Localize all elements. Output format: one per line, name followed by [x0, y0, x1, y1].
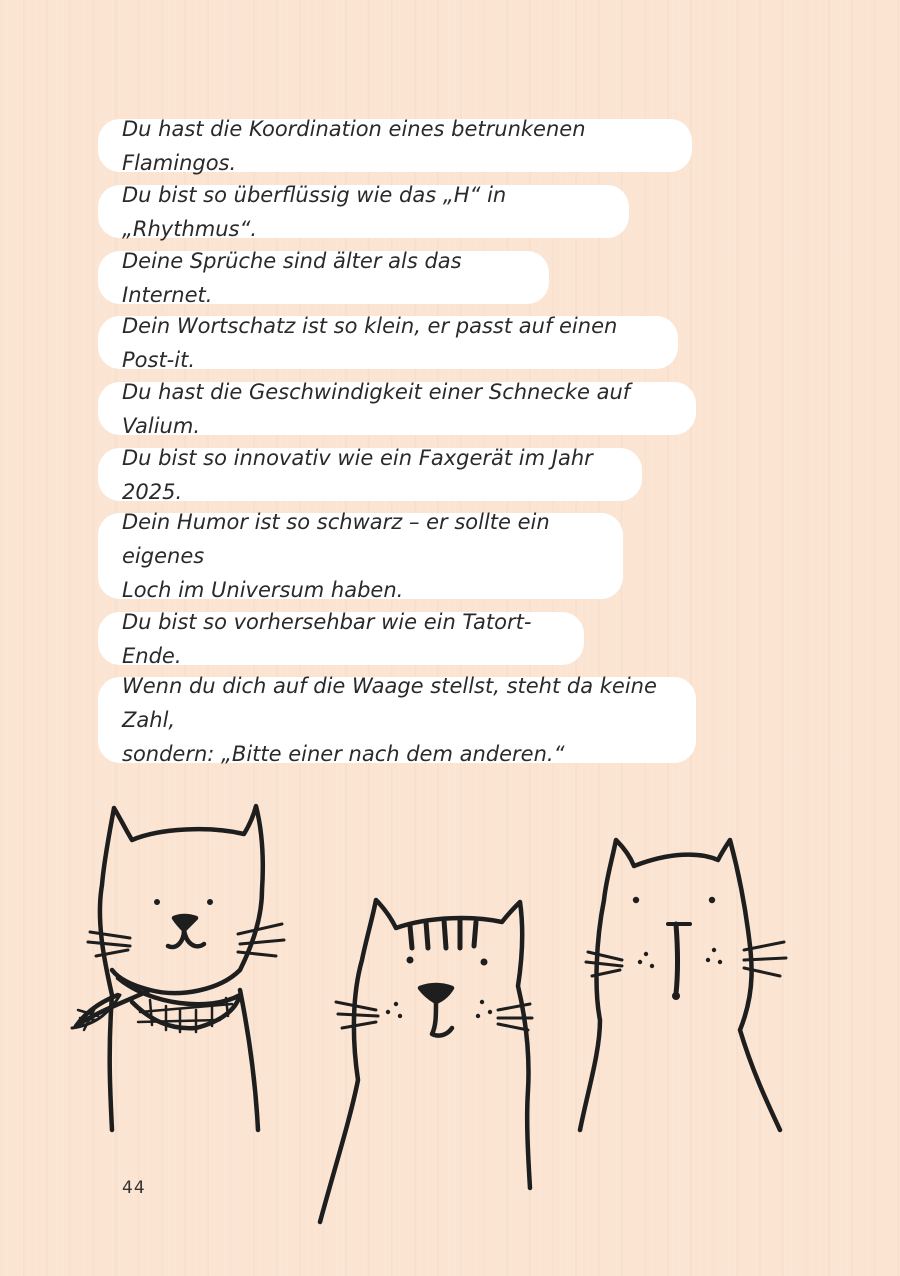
quote-bubble-5: Du hast die Geschwindigkeit einer Schnecke auf Valium.: [98, 382, 696, 435]
quote-bubble-7: Dein Humor ist so schwarz – er sollte ein eigenes Loch im Universum haben.: [98, 513, 623, 599]
quote-bubble-6: Du bist so innovativ wie ein Faxgerät im Jahr 2025.: [98, 448, 642, 501]
striped-cat-icon: [320, 900, 532, 1222]
page-number: 44: [122, 1178, 146, 1198]
cat-with-scarf-icon: [72, 806, 284, 1130]
quote-bubble-1: Du hast die Koordination eines betrunkenen Flamingos.: [98, 119, 692, 172]
quote-bubble-9: Wenn du dich auf die Waage stellst, steht da keine Zahl, sondern: „Bitte einer nach dem anderen.“: [98, 677, 696, 763]
quote-bubble-4: Dein Wortschatz ist so klein, er passt auf einen Post-it.: [98, 316, 678, 369]
quote-bubble-3: Deine Sprüche sind älter als das Internet.: [98, 251, 549, 304]
quote-bubble-8: Du bist so vorhersehbar wie ein Tatort-Ende.: [98, 612, 584, 665]
plain-cat-icon: [580, 840, 786, 1130]
quote-bubble-2: Du bist so überflüssig wie das „H“ in „Rhythmus“.: [98, 185, 629, 238]
cats-illustration: [0, 790, 900, 1240]
